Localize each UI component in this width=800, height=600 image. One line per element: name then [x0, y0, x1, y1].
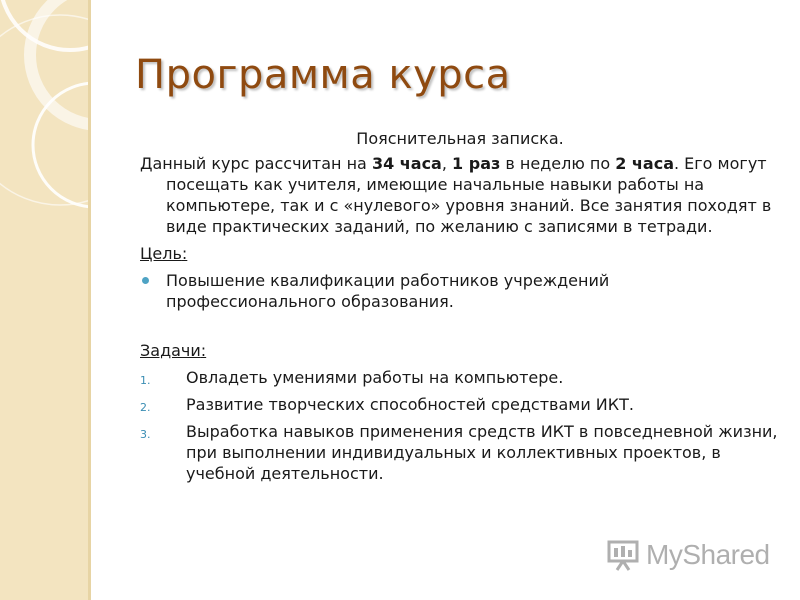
task-number: 3. — [140, 428, 151, 441]
presentation-board-icon — [606, 538, 640, 572]
goal-heading-colon: : — [181, 244, 188, 263]
task-number: 1. — [140, 374, 151, 387]
intro-hours: 34 часа — [371, 154, 442, 173]
goal-list — [140, 270, 780, 312]
decorative-circles — [0, 0, 88, 600]
tasks-heading-label: Задачи — [140, 341, 201, 360]
decorative-side-strip — [0, 0, 91, 600]
intro-frequency: 1 раз — [452, 154, 501, 173]
tasks-heading-colon: : — [200, 341, 207, 360]
slide-subtitle: Пояснительная записка. — [356, 129, 564, 148]
intro-text-4: . Его могут посещать как учителя, имеющие начальные навыки работы на компьютере, так и с «нулевого» уровня знаний. Все занятия походят в виде практических заданий, по желанию с записями в тетради. — [166, 154, 772, 236]
intro-text-2: , — [441, 154, 453, 173]
task-text: Овладеть умениями работы на компьютере. — [186, 368, 564, 387]
slide-title: Программа курса — [135, 52, 511, 98]
watermark-text: MyShared — [646, 539, 770, 570]
intro-text-1: Данный курс рассчитан на — [140, 154, 372, 173]
task-text: Выработка навыков применения средств ИКТ в повседневной жизни, при выполнении индивидуальных и коллективных проектов, в учебной деятельности. — [186, 422, 778, 483]
intro-text-3: в неделю по — [500, 154, 616, 173]
task-text: Развитие творческих способностей средствами ИКТ. — [186, 395, 634, 414]
goal-heading — [140, 243, 780, 264]
intro-per-week: 2 часа — [615, 154, 674, 173]
task-item — [140, 367, 780, 388]
task-number: 2. — [140, 401, 151, 414]
tasks-heading — [140, 340, 780, 361]
goal-item: Повышение квалификации работников учреждений профессионального образования. — [140, 270, 780, 312]
tasks-list — [140, 367, 780, 484]
task-item — [140, 421, 780, 484]
intro-paragraph — [140, 153, 780, 237]
goal-heading-label: Цель — [140, 244, 182, 263]
watermark-logo — [606, 535, 776, 575]
slide-content — [140, 128, 780, 490]
task-item — [140, 394, 780, 415]
